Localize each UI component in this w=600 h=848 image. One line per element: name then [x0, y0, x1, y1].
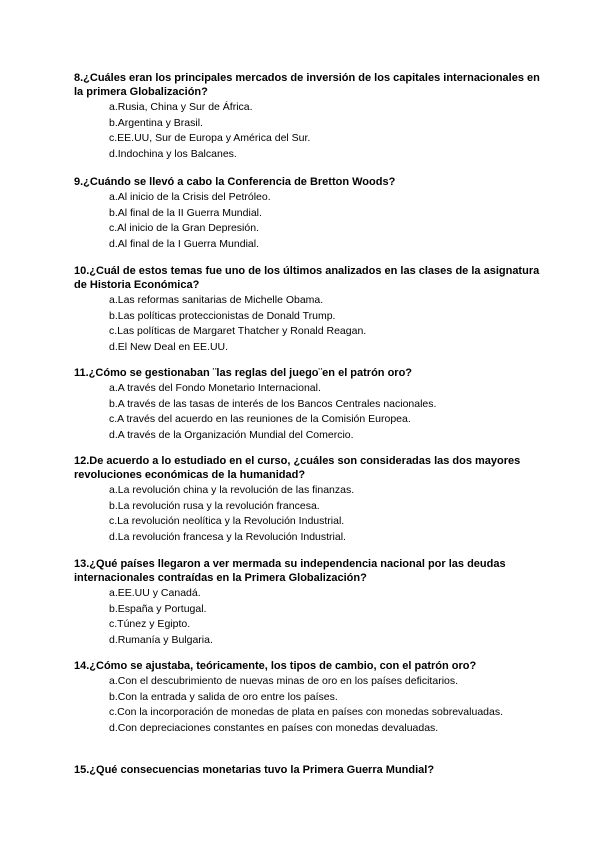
- option-d: d.Al final de la I Guerra Mundial.: [109, 237, 259, 250]
- question-title: 14.¿Cómo se ajustaba, teóricamente, los tipos de cambio, con el patrón oro?: [74, 660, 477, 672]
- option-d: d.Rumanía y Bulgaria.: [109, 633, 213, 646]
- option-list: [74, 586, 544, 648]
- option-list: [74, 674, 544, 736]
- question-title: 11.¿Cómo se gestionaban ¨las reglas del juego¨en el patrón oro?: [74, 367, 413, 379]
- option-a: a.Con el descubrimiento de nuevas minas de oro en los países deficitarios.: [109, 675, 459, 687]
- option-d: d.Indochina y los Balcanes.: [109, 147, 237, 160]
- option-list: [74, 293, 544, 355]
- question-11: [74, 366, 544, 443]
- option-b: b.Con la entrada y salida de oro entre los países.: [109, 690, 338, 703]
- option-c: c.Con la incorporación de monedas de plata en países con monedas sobrevaluadas.: [109, 706, 504, 718]
- option-a: a.A través del Fondo Monetario Internacional.: [109, 382, 321, 394]
- option-b: b.A través de las tasas de interés de los Bancos Centrales nacionales.: [109, 397, 437, 410]
- question-title: 12.De acuerdo a lo estudiado en el curso, ¿cuáles son consideradas las dos mayores revoluciones económicas de la humanidad?: [74, 455, 521, 481]
- question-title: 9.¿Cuándo se llevó a cabo la Conferencia de Bretton Woods?: [74, 176, 396, 188]
- option-c: c.Al inicio de la Gran Depresión.: [109, 222, 259, 234]
- option-c: c.A través del acuerdo en las reuniones de la Comisión Europea.: [109, 413, 411, 425]
- option-list: [74, 190, 544, 252]
- option-b: b.España y Portugal.: [109, 602, 207, 615]
- question-title: 10.¿Cuál de estos temas fue uno de los últimos analizados en las clases de la asignatura de Historia Económica?: [74, 265, 540, 291]
- option-b: b.Las políticas proteccionistas de Donald Trump.: [109, 309, 336, 322]
- question-9: [74, 175, 544, 252]
- option-a: a.Las reformas sanitarias de Michelle Obama.: [109, 294, 324, 306]
- question-8: [74, 71, 544, 162]
- option-d: d.El New Deal en EE.UU.: [109, 340, 229, 353]
- question-15: [74, 763, 544, 777]
- question-14: [74, 659, 544, 736]
- question-13: [74, 557, 544, 648]
- option-d: d.A través de la Organización Mundial del Comercio.: [109, 428, 354, 441]
- question-title: 8.¿Cuáles eran los principales mercados de inversión de los capitales internacionales en la primera Globalización?: [74, 72, 540, 98]
- option-d: d.Con depreciaciones constantes en países con monedas devaluadas.: [109, 721, 439, 734]
- option-a: a.Al inicio de la Crisis del Petróleo.: [109, 191, 271, 203]
- question-title: 15.¿Qué consecuencias monetarias tuvo la Primera Guerra Mundial?: [74, 764, 435, 776]
- option-list: [74, 100, 544, 162]
- option-a: a.Rusia, China y Sur de África.: [109, 101, 253, 113]
- option-list: [74, 483, 544, 545]
- option-b: b.Al final de la II Guerra Mundial.: [109, 206, 262, 219]
- option-b: b.Argentina y Brasil.: [109, 116, 203, 129]
- option-c: c.EE.UU, Sur de Europa y América del Sur.: [109, 132, 311, 144]
- question-title: 13.¿Qué países llegaron a ver mermada su independencia nacional por las deudas internacionales contraídas en la Primera Globalización?: [74, 558, 506, 584]
- option-b: b.La revolución rusa y la revolución francesa.: [109, 499, 320, 512]
- option-a: a.EE.UU y Canadá.: [109, 587, 201, 599]
- option-c: c.La revolución neolítica y la Revolución Industrial.: [109, 515, 345, 527]
- option-c: c.Túnez y Egipto.: [109, 618, 191, 630]
- option-a: a.La revolución china y la revolución de las finanzas.: [109, 484, 355, 496]
- option-c: c.Las políticas de Margaret Thatcher y Ronald Reagan.: [109, 325, 367, 337]
- option-d: d.La revolución francesa y la Revolución Industrial.: [109, 530, 346, 543]
- question-12: [74, 454, 544, 545]
- option-list: [74, 381, 544, 443]
- question-10: [74, 264, 544, 355]
